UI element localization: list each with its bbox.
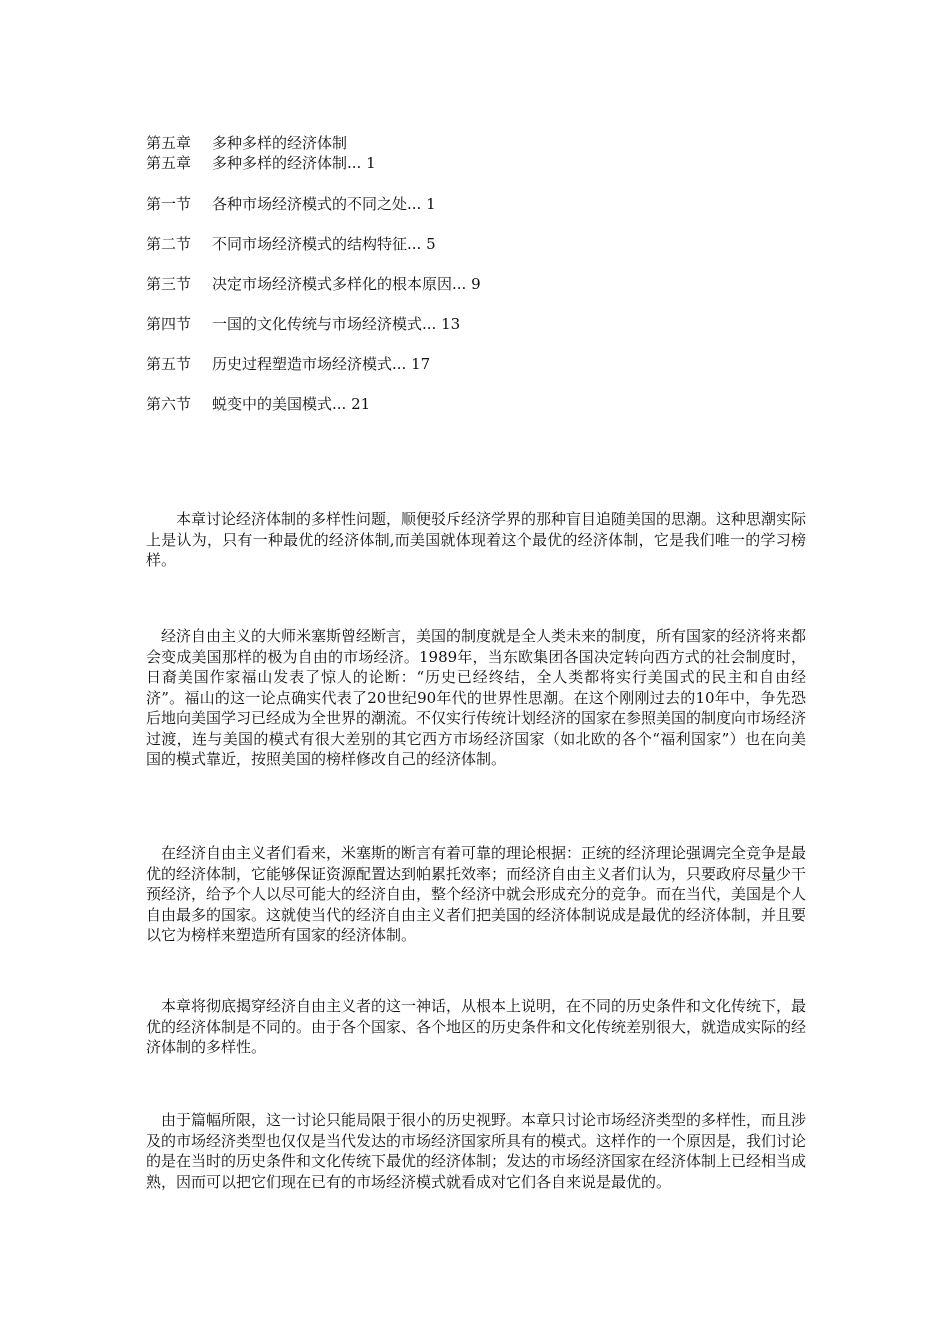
toc-entry[interactable] bbox=[146, 154, 376, 173]
toc-entry[interactable] bbox=[146, 275, 481, 294]
toc-entry-number: 第二节 bbox=[146, 235, 192, 253]
body-paragraph: 本章将彻底揭穿经济自由主义者的这一神话，从根本上说明，在不同的历史条件和文化传统下，最优的经济体制是不同的。由于各个国家、各个地区的历史条件和文化传统差别很大，就造成实际的经济体制的多样性。 bbox=[146, 997, 807, 1056]
toc-entry[interactable] bbox=[146, 195, 436, 214]
toc-entry-number: 第一节 bbox=[146, 195, 192, 213]
toc-entry-number: 第三节 bbox=[146, 275, 192, 293]
toc-entry-title: 决定市场经济模式多样化的根本原因... 9 bbox=[212, 275, 481, 293]
toc-entry-title: 蜕变中的美国模式... 21 bbox=[212, 395, 371, 413]
toc-entry[interactable] bbox=[146, 315, 460, 334]
toc-entry[interactable] bbox=[146, 395, 370, 414]
toc-entry-title: 历史过程塑造市场经济模式... 17 bbox=[212, 355, 431, 373]
toc-entry-number: 第六节 bbox=[146, 395, 192, 413]
toc-entry-title: 各种市场经济模式的不同之处... 1 bbox=[212, 195, 436, 213]
toc-entry-title: 不同市场经济模式的结构特征... 5 bbox=[212, 235, 436, 253]
body-paragraph: 由于篇幅所限，这一讨论只能局限于很小的历史视野。本章只讨论市场经济类型的多样性，而且涉及的市场经济类型也仅仅是当代发达的市场经济国家所具有的模式。这样作的一个原因是，我们讨论的是在当时的历史条件和文化传统下最优的经济体制；发达的市场经济国家在经济体制上已经相当成熟，因而可以把它们现在已有的市场经济模式就看成对它们各自来说是最优的。 bbox=[146, 1111, 807, 1191]
body-paragraph: 在经济自由主义者们看来，米塞斯的断言有着可靠的理论根据：正统的经济理论强调完全竞争是最优的经济体制，它能够保证资源配置达到帕累托效率；而经济自由主义者们认为，只要政府尽量少干预经济，给予个人以尽可能大的经济自由，整个经济中就会形成充分的竞争。而在当代，美国是个人自由最多的国家。这就使当代的经济自由主义者们把美国的经济体制说成是最优的经济体制，并且要以它为榜样来塑造所有国家的经济体制。 bbox=[146, 844, 807, 944]
toc-entry-title: 多种多样的经济体制... 1 bbox=[212, 154, 376, 172]
toc-entry[interactable] bbox=[146, 355, 430, 374]
chapter-heading bbox=[146, 134, 347, 153]
toc-entry-number: 第五章 bbox=[146, 154, 192, 172]
toc-entry[interactable] bbox=[146, 235, 436, 254]
toc-entry-number: 第四节 bbox=[146, 315, 192, 333]
body-paragraph: 经济自由主义的大师米塞斯曾经断言，美国的制度就是全人类未来的制度，所有国家的经济将来都会变成美国那样的极为自由的市场经济。1989年，当东欧集团各国决定转向西方式的社会制度时，日裔美国作家福山发表了惊人的论断：“历史已经终结，全人类都将实行美国式的民主和自由经济”。福山的这一论点确实代表了20世纪90年代的世界性思潮。在这个刚刚过去的10年中，争先恐后地向美国学习已经成为全世界的潮流。不仅实行传统计划经济的国家在参照美国的制度向市场经济过渡，连与美国的模式有很大差别的其它西方市场经济国家（如北欧的各个“福利国家”）也在向美国的模式靠近，按照美国的榜样修改自己的经济体制。 bbox=[146, 627, 807, 768]
chapter-number: 第五章 bbox=[146, 134, 192, 152]
chapter-title: 多种多样的经济体制 bbox=[212, 134, 348, 152]
toc-entry-title: 一国的文化传统与市场经济模式... 13 bbox=[212, 315, 461, 333]
toc-entry-number: 第五节 bbox=[146, 355, 192, 373]
body-paragraph: 本章讨论经济体制的多样性问题，顺便驳斥经济学界的那种盲目追随美国的思潮。这种思潮实际上是认为，只有一种最优的经济体制,而美国就体现着这个最优的经济体制，它是我们唯一的学习榜样。 bbox=[146, 510, 807, 569]
